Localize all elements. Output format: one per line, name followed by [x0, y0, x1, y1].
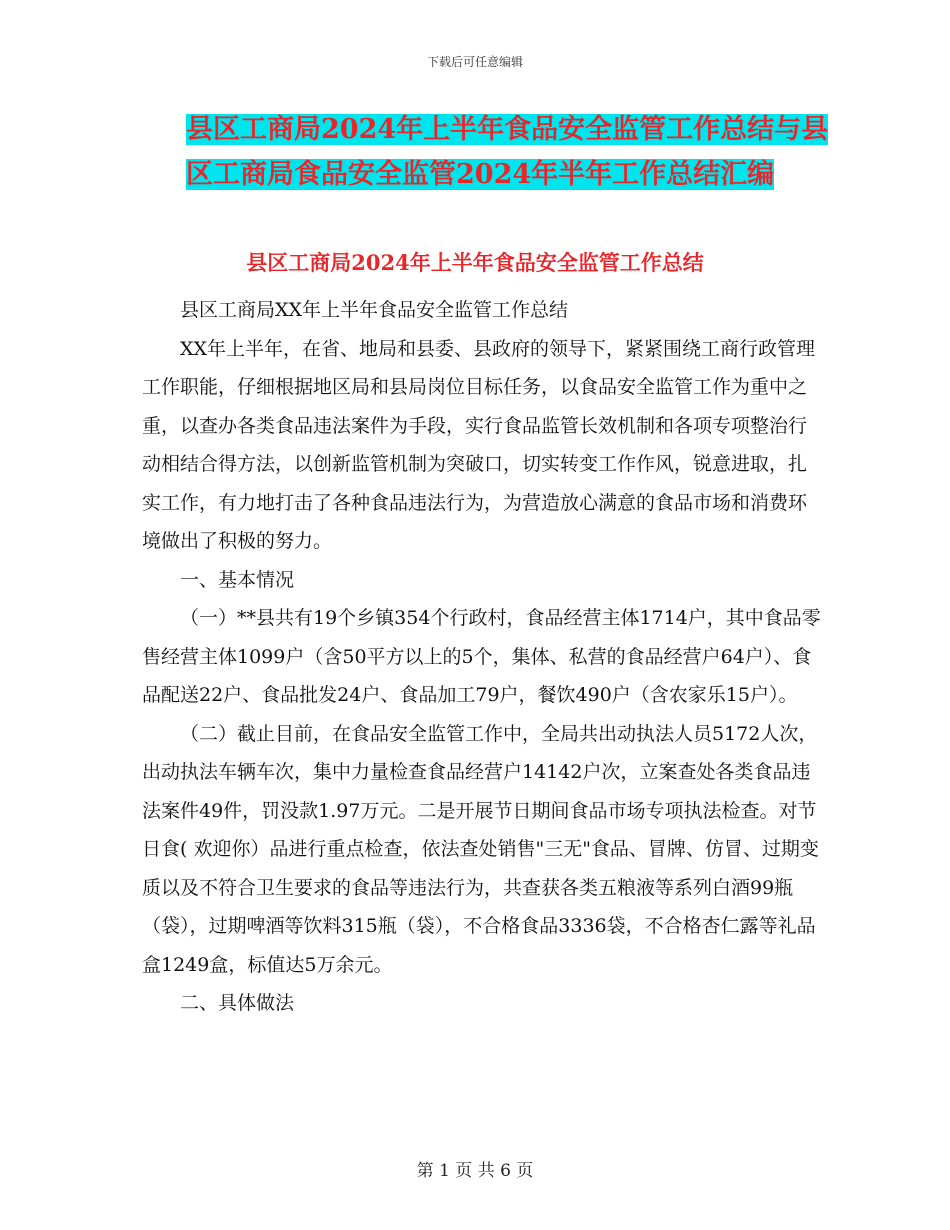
paragraph-basic-1: （一）**县共有19个乡镇354个行政村，食品经营主体1714户，其中食品零售经营主体1099户（含50平方以上的5个，集体、私营的食品经营户64户）、食品配送22户、食品批发24户、食品加工79户，餐饮490户（含农家乐15户）。: [142, 607, 821, 706]
section-title: 县区工商局2024年上半年食品安全监管工作总结: [246, 250, 704, 275]
main-title: [186, 107, 829, 197]
section-heading-basic: 一、基本情况: [180, 568, 295, 591]
header-note: 下载后可任意编辑: [426, 55, 523, 69]
main-title-line-2: 区工商局食品安全监管2024年半年工作总结汇编: [186, 159, 775, 190]
section-heading-methods: 二、具体做法: [180, 992, 295, 1014]
body-text: [142, 291, 822, 1023]
page-footer: 第 1 页 共 6 页: [416, 1161, 534, 1181]
paragraph-basic-2: （二）截止目前，在食品安全监管工作中，全局共出动执法人员5172人次，出动执法车辆车次，集中力量检查食品经营户14142户次，立案查处各类食品违法案件49件，罚没款1.97万元。二是开展节日期间食品市场专项执法检查。对节日食( 欢迎你）品进行重点检查，依法查处销售"三无"食品、冒牌、仿冒、过期变质以及不符合卫生要求的食品等违法行为，共查获各类五粮液等系列白酒99瓶（袋），过期啤酒等饮料315瓶（袋），不合格食品3336袋，不合格杏仁露等礼品盒1249盒，标值达5万余元。: [142, 722, 819, 976]
paragraph-heading: 县区工商局XX年上半年食品安全监管工作总结: [180, 299, 569, 321]
main-title-line-1: 县区工商局2024年上半年食品安全监管工作总结与县: [186, 114, 829, 145]
paragraph-intro: XX年上半年，在省、地局和县委、县政府的领导下，紧紧围绕工商行政管理工作职能，仔细根据地区局和县局岗位目标任务，以食品安全监管工作为重中之重，以查办各类食品违法案件为手段，实行食品监管长效机制和各项专项整治行动相结合得方法，以创新监管机制为突破口，切实转变工作作风，锐意进取，扎实工作，有力地打击了各种食品违法行为，为营造放心满意的食品市场和消费环境做出了积极的努力。: [142, 337, 816, 552]
